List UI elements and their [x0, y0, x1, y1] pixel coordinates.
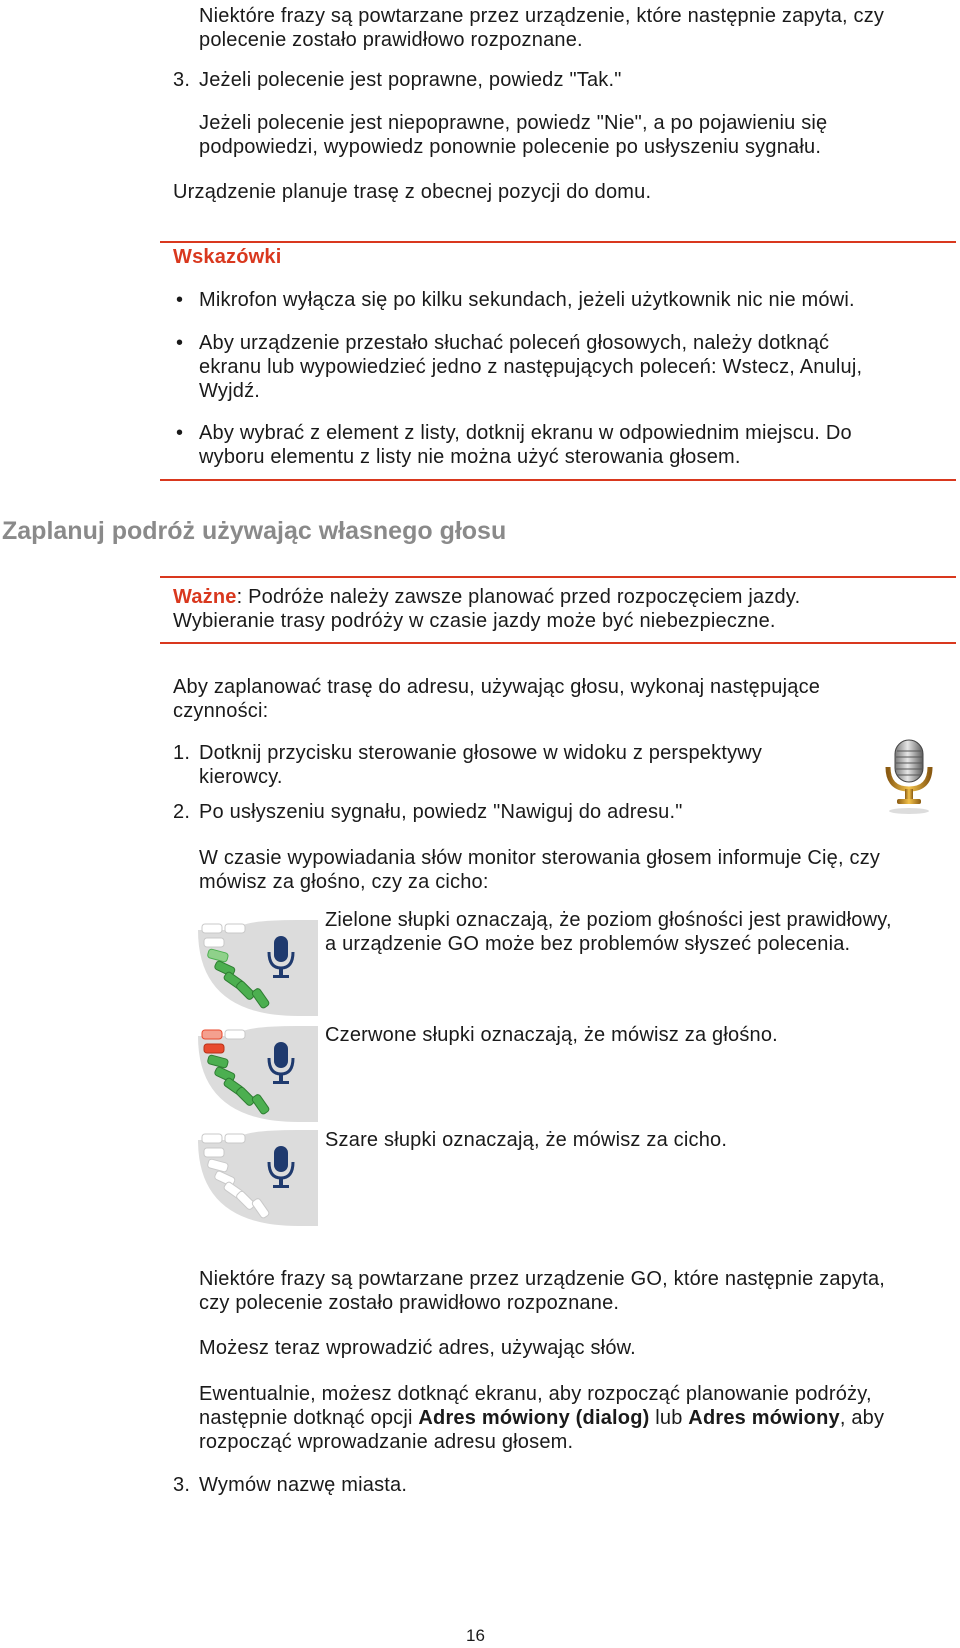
volume-meter-green — [198, 920, 318, 1016]
address-intro-line-2: czynności: — [173, 700, 269, 722]
step1-line-1: Dotknij przycisku sterowanie głosowe w widoku z perspektywy — [199, 742, 763, 764]
green-meter-line-2: a urządzenie GO może bez problemów słyszeć polecenia. — [325, 933, 851, 955]
tips-bullet-3: • — [176, 422, 184, 444]
red-meter-text: Czerwone słupki oznaczają, że mówisz za głośno. — [325, 1024, 778, 1046]
step3-text: Jeżeli polecenie jest poprawne, powiedz "Tak." — [199, 69, 622, 91]
intro-line-2: polecenie zostało prawidłowo rozpoznane. — [199, 29, 583, 51]
option-adres-mowiony-dialog: Adres mówiony (dialog) — [418, 1407, 650, 1429]
after-p3-line-3: rozpocząć wprowadzanie adresu głosem. — [199, 1431, 574, 1453]
tips-bottom-rule — [160, 479, 956, 481]
step3b-text: Wymów nazwę miasta. — [199, 1474, 408, 1496]
microphone-icon — [878, 737, 940, 815]
tips-top-rule — [160, 241, 956, 243]
important-text-1: : Podróże należy zawsze planować przed rozpoczęciem jazdy. — [236, 586, 801, 608]
page-number: 16 — [466, 1626, 485, 1645]
step3-incorrect-line-2: podpowiedzi, wypowiedz ponownie polecenie po usłyszeniu sygnału. — [199, 136, 822, 158]
tips-title: Wskazówki — [173, 246, 282, 268]
step2-number: 2. — [173, 801, 191, 823]
after-p1-line-1: Niektóre frazy są powtarzane przez urządzenie GO, które następnie zapyta, — [199, 1268, 886, 1290]
after-p3-text-c: lub — [649, 1407, 689, 1429]
volume-meter-red — [198, 1026, 318, 1122]
after-p3-text-a: następnie dotknąć opcji — [199, 1407, 419, 1429]
section-heading: Zaplanuj podróż używając własnego głosu — [2, 517, 507, 545]
grey-meter-text: Szare słupki oznaczają, że mówisz za cicho. — [325, 1129, 728, 1151]
after-p2: Możesz teraz wprowadzić adres, używając słów. — [199, 1337, 636, 1359]
after-p1-line-2: czy polecenie zostało prawidłowo rozpoznane. — [199, 1292, 620, 1314]
address-intro-line-1: Aby zaplanować trasę do adresu, używając głosu, wykonaj następujące — [173, 676, 821, 698]
plan-home-text: Urządzenie planuje trasę z obecnej pozycji do domu. — [173, 181, 652, 203]
important-line-1 — [173, 585, 800, 609]
tips-item-3-line-1: Aby wybrać z element z listy, dotknij ekranu w odpowiednim miejscu. Do — [199, 422, 852, 444]
intro-line-1: Niektóre frazy są powtarzane przez urządzenie, które następnie zapyta, czy — [199, 5, 885, 27]
after-p3-text-e: , aby — [839, 1407, 885, 1429]
option-adres-mowiony: Adres mówiony — [688, 1407, 840, 1429]
step1-line-2: kierowcy. — [199, 766, 283, 788]
monitor-line-1: W czasie wypowiadania słów monitor sterowania głosem informuje Cię, czy — [199, 847, 881, 869]
tips-bullet-1: • — [176, 289, 184, 311]
important-bottom-rule — [160, 642, 956, 644]
green-meter-line-1: Zielone słupki oznaczają, że poziom głośności jest prawidłowy, — [325, 909, 892, 931]
step2-text: Po usłyszeniu sygnału, powiedz "Nawiguj do adresu." — [199, 801, 683, 823]
important-line-2: Wybieranie trasy podróży w czasie jazdy może być niebezpieczne. — [173, 610, 776, 632]
important-label: Ważne — [173, 586, 237, 608]
after-p3-line-2 — [199, 1406, 884, 1430]
tips-item-3-line-2: wyboru elementu z listy nie można użyć sterowania głosem. — [199, 446, 741, 468]
tips-item-1: Mikrofon wyłącza się po kilku sekundach, jeżeli użytkownik nic nie mówi. — [199, 289, 855, 311]
tips-item-2-line-1: Aby urządzenie przestało słuchać poleceń głosowych, należy dotknąć — [199, 332, 830, 354]
step1-number: 1. — [173, 742, 191, 764]
volume-meter-grey — [198, 1130, 318, 1226]
step3-number: 3. — [173, 69, 191, 91]
tips-bullet-2: • — [176, 332, 184, 354]
tips-item-2-line-3: Wyjdź. — [199, 380, 261, 402]
important-top-rule — [160, 576, 956, 578]
step3b-number: 3. — [173, 1474, 191, 1496]
tips-item-2-line-2: ekranu lub wypowiedzieć jedno z następujących poleceń: Wstecz, Anuluj, — [199, 356, 863, 378]
step3-incorrect-line-1: Jeżeli polecenie jest niepoprawne, powiedz "Nie", a po pojawieniu się — [199, 112, 828, 134]
after-p3-line-1: Ewentualnie, możesz dotknąć ekranu, aby rozpocząć planowanie podróży, — [199, 1383, 872, 1405]
monitor-line-2: mówisz za głośno, czy za cicho: — [199, 871, 489, 893]
